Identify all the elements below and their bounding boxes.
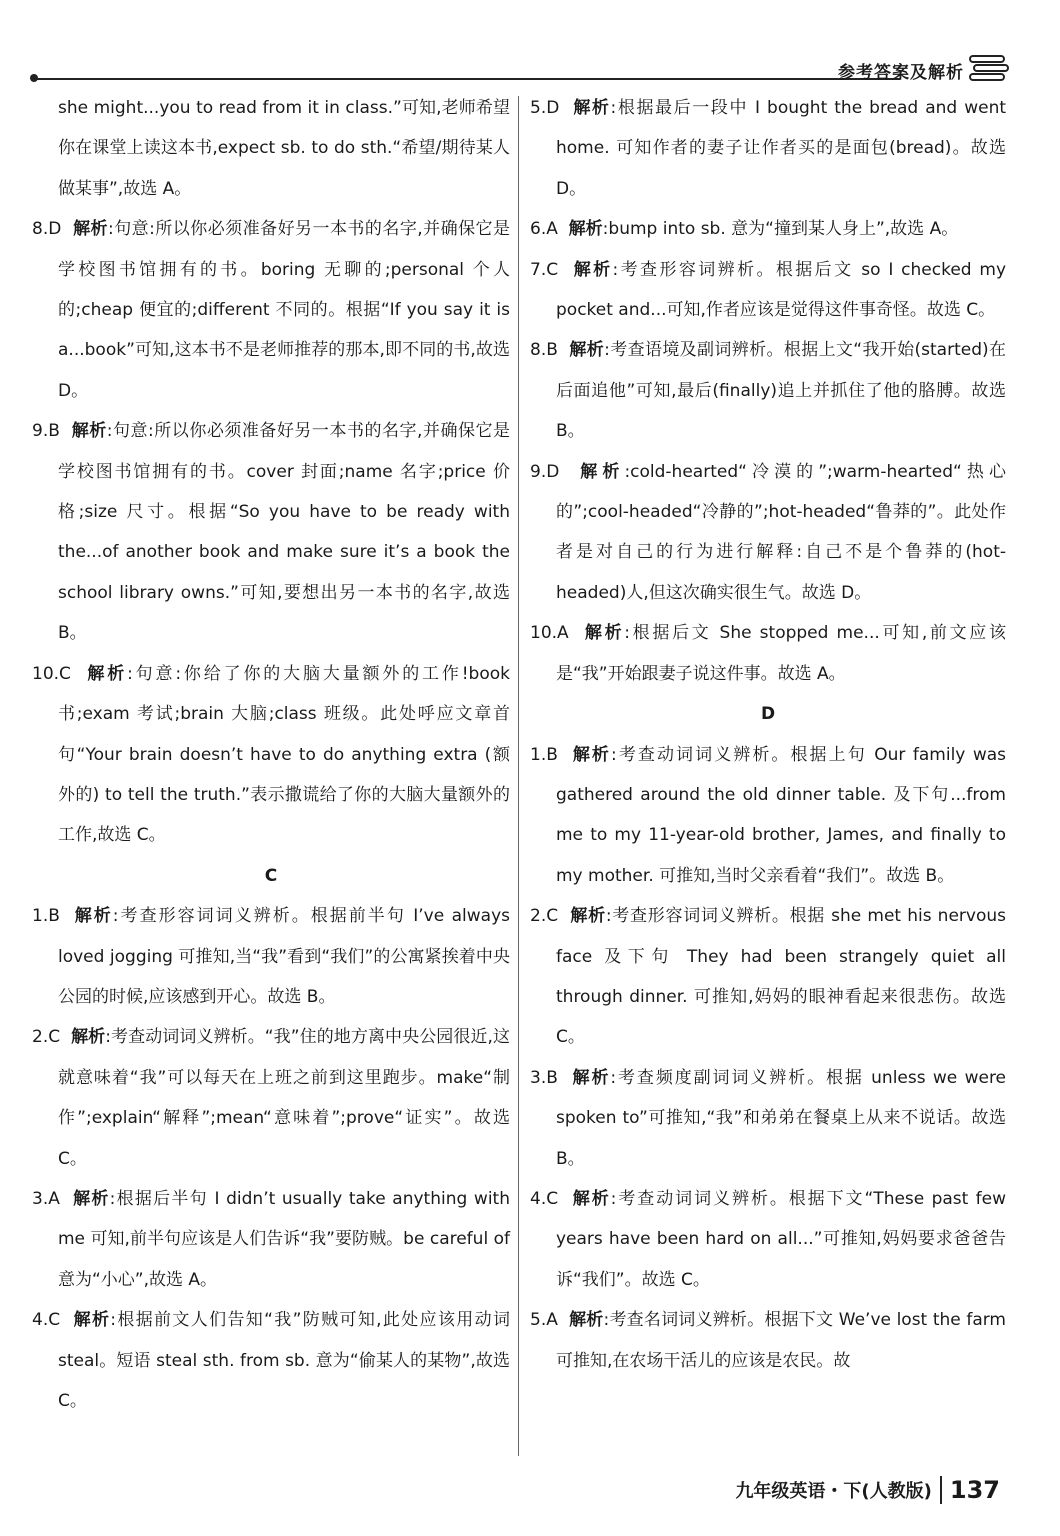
header-rule: [36, 78, 900, 80]
answer-item: [32, 88, 510, 209]
answer-label: 解析: [572, 744, 612, 765]
answer-label: 解析: [572, 1067, 611, 1088]
answer-text: :bump into sb. 意为“撞到某人身上”,故选 A。: [602, 219, 959, 240]
answer-item: [530, 1058, 1006, 1179]
answer-number: 1.B: [530, 744, 558, 765]
footer-book-title: 九年级英语・下(人教版): [735, 1481, 932, 1502]
answer-text: :考查形容词辨析。根据后文 so I checked my pocket and...可知,作者应该是觉得这件事奇怪。故选 C。: [556, 259, 1007, 321]
answer-item: [32, 209, 510, 411]
answer-label: 解析: [71, 1027, 106, 1048]
answer-label: 解析: [584, 623, 625, 644]
page-header: [30, 52, 1010, 92]
answer-number: 9.B: [32, 421, 60, 442]
answer-number: 2.C: [530, 906, 559, 927]
answer-item: [530, 209, 1006, 249]
answer-item: [530, 88, 1006, 209]
answer-label: 解析: [570, 906, 606, 927]
answer-number: 3.A: [32, 1188, 60, 1209]
answer-number: 8.B: [530, 340, 558, 361]
answer-label: 解析: [74, 906, 113, 927]
answer-number: 4.C: [530, 1188, 559, 1209]
answer-text: :根据后文 She stopped me...可知,前文应该是“我”开始跟妻子说这件事。故选 A。: [556, 623, 1007, 684]
answer-text: :句意:你给了你的大脑大量额外的工作!book 书;exam 考试;brain 大脑;class 班级。此处呼应文章首句“Your brain doesn’t have to do anything extra (额外的) to tell the truth.”表示撒谎给了你的大脑大量额外的工作,故选 C。: [58, 663, 510, 846]
answer-item: [32, 1300, 510, 1421]
section-heading-c: C: [264, 865, 278, 886]
answer-text: :考查名词词义辨析。根据下文 We’ve lost the farm 可推知,在农场干活儿的应该是农民。故: [556, 1310, 1006, 1371]
answer-text: :句意:所以你必须准备好另一本书的名字,并确保它是学校图书馆拥有的书。cover 封面;name 名字;price 价格;size 尺寸。根据“So you have to be ready with the...of another book and make sure it’s a book the school library owns.”可知,要想出另一本书的名字,故选 B。: [58, 421, 510, 644]
answer-number: 7.C: [530, 259, 559, 280]
answer-text: :句意:所以你必须准备好另一本书的名字,并确保它是学校图书馆拥有的书。boring 无聊的;personal 个人的;cheap 便宜的;different 不同的。根据“If you say it is a...book”可知,这本书不是老师推荐的那本,即不同的书,故选 D。: [58, 219, 511, 401]
answer-number: 3.B: [530, 1067, 558, 1088]
answer-item: [32, 411, 510, 653]
answer-number: 5.D: [530, 98, 560, 118]
answer-item: [530, 896, 1006, 1058]
answer-label: 解析: [572, 1188, 611, 1209]
answer-text: :根据后半句 I didn’t usually take anything with me 可知,前半句应该是人们告诉“我”要防贼。be careful of 意为“小心”,故选 A。: [58, 1188, 510, 1290]
header-title: 参考答案及解析: [838, 63, 964, 83]
answer-label: 解析: [73, 219, 108, 240]
answer-number: 6.A: [530, 219, 558, 240]
answer-label: 解析: [573, 259, 613, 280]
answer-number: 10.C: [32, 663, 71, 684]
page-footer: [735, 1472, 1000, 1508]
answer-item: [530, 1179, 1006, 1300]
books-stack-icon: [968, 52, 1010, 86]
page-number: 137: [949, 1476, 1000, 1504]
answer-text: :考查语境及副词辨析。根据上文“我开始(started)在后面追他”可知,最后(finally)追上并抓住了他的胳膊。故选 B。: [556, 340, 1007, 442]
answer-text: :根据前文人们告知“我”防贼可知,此处应该用动词 steal。短语 steal sth. from sb. 意为“偷某人的某物”,故选 C。: [58, 1310, 511, 1411]
answer-number: 4.C: [32, 1310, 61, 1331]
answer-label: 解析: [580, 461, 625, 482]
answer-item: [530, 613, 1006, 694]
answer-text: :考查动词词义辨析。“我”住的地方离中央公园很近,这就意味着“我”可以每天在上班之前到这里跑步。make“制作”;explain“解释”;mean“意味着”;prove“证实”。故选 C。: [58, 1027, 511, 1169]
answer-text: :根据最后一段中 I bought the bread and went home. 可知作者的妻子让作者买的是面包(bread)。故选 D。: [556, 98, 1007, 199]
answer-number: 5.A: [530, 1310, 558, 1331]
left-column: [32, 88, 510, 1421]
answer-item: [530, 330, 1006, 451]
column-divider: [518, 96, 519, 1456]
answer-label: 解析: [71, 421, 107, 442]
answer-number: 2.C: [32, 1027, 61, 1048]
answer-number: 8.D: [32, 219, 62, 240]
answer-label: 解析: [569, 1310, 604, 1331]
right-column: [530, 88, 1006, 1381]
answer-text: :考查频度副词词义辨析。根据 unless we were spoken to”可推知,“我”和弟弟在餐桌上从来不说话。故选 B。: [556, 1067, 1007, 1169]
answer-text: :考查形容词词义辨析。根据前半句 I’ve always loved jogging 可推知,当“我”看到“我们”的公寓紧挨着中央公园的时候,应该感到开心。故选 B。: [58, 906, 511, 1007]
answer-number: 9.D: [530, 461, 560, 482]
answer-item: [32, 1179, 510, 1300]
answer-item: [32, 1017, 510, 1179]
answer-label: 解析: [573, 98, 611, 118]
answer-text: :考查动词词义辨析。根据上句 Our family was gathered around the old dinner table. 及下句...from me to my 11-year-old brother, James, and finally to my mother. 可推知,当时父亲看着“我们”。故选 B。: [556, 744, 1007, 886]
answer-item: [530, 735, 1006, 897]
answer-text: :cold-hearted“冷漠的”;warm-hearted“热心的”;cool-headed“冷静的”;hot-headed“鲁莽的”。此处作者是对自己的行为进行解释:自己不是个鲁莽的(hot-headed)人,但这次确实很生气。故选 D。: [556, 461, 1006, 603]
answer-text: :考查形容词词义辨析。根据 she met his nervous face 及下句 They had been strangely quiet all through dinner. 可推知,妈妈的眼神看起来很悲伤。故选 C。: [556, 906, 1006, 1048]
answer-item: [530, 1300, 1006, 1381]
answer-label: 解析: [73, 1188, 110, 1209]
answer-label: 解析: [87, 663, 128, 684]
answer-item: [530, 452, 1006, 614]
answer-number: 10.A: [530, 623, 569, 644]
footer-separator: [940, 1476, 942, 1504]
answer-label: 解析: [569, 340, 605, 361]
answer-number: 1.B: [32, 906, 60, 927]
answer-item: [32, 896, 510, 1017]
answer-label: 解析: [73, 1310, 111, 1331]
answer-item: [530, 250, 1006, 331]
answer-text: she might...you to read from it in class.”可知,老师希望你在课堂上读这本书,expect sb. to do sth.“希望/期待某人做某事”,故选 A。: [58, 98, 510, 199]
answer-label: 解析: [568, 219, 603, 240]
section-heading-d: D: [760, 704, 776, 725]
answer-text: :考查动词词义辨析。根据下文“These past few years have been hard on all...”可推知,妈妈要求爸爸告诉“我们”。故选 C。: [556, 1188, 1006, 1290]
answer-item: [32, 654, 510, 856]
